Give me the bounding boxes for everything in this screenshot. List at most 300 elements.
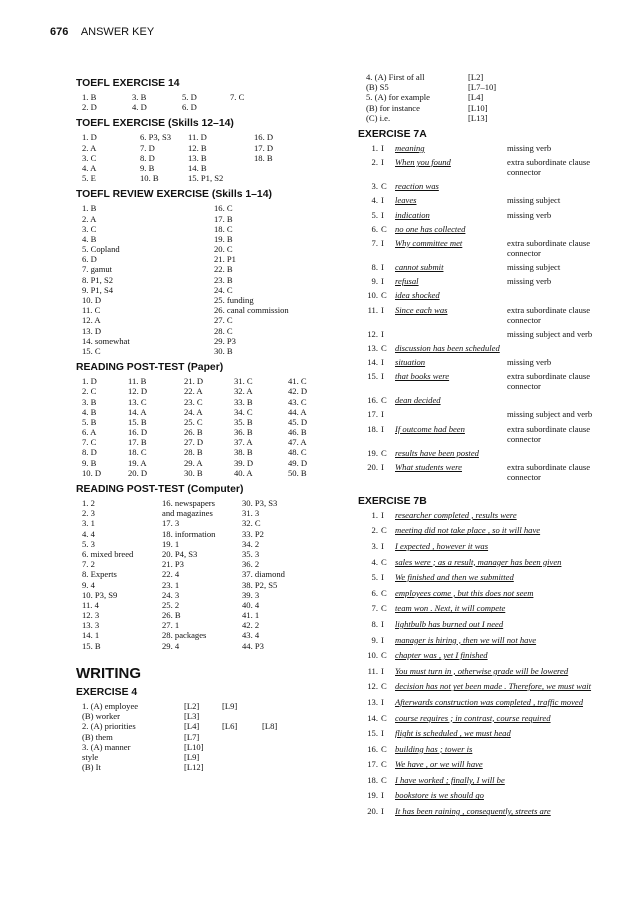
answer-words: reaction was	[395, 181, 439, 192]
answer-cell: 9. P1, S4	[82, 284, 114, 295]
answer-words: Afterwards construction was completed , traffic moved	[395, 696, 584, 707]
ex7a-row	[358, 371, 620, 391]
section-title: EXERCISE 4	[76, 687, 138, 699]
ex4-cell: 1. (A) employee	[82, 701, 139, 712]
answer-cell: 46. B	[288, 427, 307, 438]
item-number: 1.	[371, 142, 378, 153]
answer-row	[82, 610, 342, 620]
answer-row	[82, 630, 342, 640]
ex4-cont-cell: [L4]	[468, 92, 484, 103]
answer-letter: C	[381, 395, 387, 406]
answer-words: meeting did not take place , so it will have	[395, 525, 541, 536]
answer-words: researcher completed , results were	[395, 509, 517, 520]
answer-cell: 15. B	[82, 640, 101, 651]
ex4-cell: [L12]	[184, 762, 204, 773]
answer-row	[82, 214, 342, 224]
ex7a-row	[358, 181, 620, 191]
item-number: 12.	[367, 328, 378, 339]
section-title: TOEFL REVIEW EXERCISE (Skills 1–14)	[76, 189, 272, 201]
explanation: missing verb	[507, 209, 552, 220]
answer-cell: 7. gamut	[82, 264, 113, 275]
answer-cell: 33. P2	[242, 528, 264, 539]
item-number: 2.	[371, 525, 378, 536]
answer-cell: 24. C	[214, 284, 233, 295]
answer-words: flight is scheduled , we must head	[395, 728, 511, 739]
ex7b-row	[358, 603, 620, 613]
answer-words: bookstore is we should go	[395, 790, 484, 801]
answer-cell: 34. C	[234, 406, 253, 417]
answer-words: that books were	[395, 371, 450, 382]
ex7b-row	[358, 650, 620, 660]
answer-letter: I	[381, 356, 384, 367]
answer-cell: 20. P4, S3	[162, 548, 198, 559]
answer-cell: 39. D	[234, 457, 254, 468]
answer-cell: 18. C	[214, 223, 233, 234]
ex4-cell: (B) worker	[82, 711, 120, 722]
item-number: 6.	[371, 587, 378, 598]
answer-cell: 20. D	[128, 467, 148, 478]
answer-words: idea shocked	[395, 290, 440, 301]
item-number: 7.	[371, 603, 378, 614]
answer-cell: 18. C	[128, 447, 147, 458]
answer-letter: I	[381, 618, 384, 629]
answer-row	[82, 468, 342, 478]
answer-cell: 45. D	[288, 416, 308, 427]
answer-cell: 14. 1	[82, 630, 100, 641]
answer-cell: 28. B	[184, 447, 203, 458]
answer-cell: 25. funding	[214, 295, 254, 305]
answer-cell: 27. 1	[162, 620, 180, 631]
item-number: 18.	[367, 423, 378, 434]
answer-letter: C	[381, 181, 387, 192]
answer-cell: 17. B	[128, 437, 147, 448]
answer-cell: 23. C	[184, 396, 203, 407]
answer-cell: 30. B	[214, 345, 233, 356]
answer-row	[82, 376, 342, 386]
answer-cell: 3. B	[82, 396, 97, 407]
ex7a-row	[358, 157, 620, 177]
answer-cell: 9. 4	[82, 579, 95, 590]
answer-cell: 4. B	[82, 406, 97, 417]
answer-cell: 27. D	[184, 437, 204, 448]
answer-words: no one has collected	[395, 223, 466, 234]
ex4-cont-cell: [L7–10]	[468, 82, 497, 93]
answer-row	[82, 539, 342, 549]
answer-row	[82, 244, 342, 254]
answer-cell: 32. A	[234, 386, 253, 397]
answer-table	[358, 72, 620, 123]
ex4-cell: [L7]	[184, 731, 200, 742]
ex4-cont-cell: (B) S5	[366, 82, 389, 93]
ex7a-row	[358, 343, 620, 353]
answer-row	[82, 203, 342, 213]
answer-words: When you found	[395, 157, 451, 168]
ex4-row	[82, 762, 342, 772]
answer-cell: 15. B	[128, 416, 147, 427]
page-header	[50, 26, 154, 38]
answer-row	[82, 102, 342, 112]
ex7b-row	[358, 635, 620, 645]
ex7b-row	[358, 681, 620, 691]
answer-row	[82, 224, 342, 234]
ex4-row	[82, 732, 342, 742]
answer-cell: 11. 4	[82, 599, 99, 610]
answer-cell: 12. A	[82, 315, 101, 326]
left-column	[76, 72, 342, 772]
answer-cell: 36. 2	[242, 559, 260, 570]
answer-cell: 5. Copland	[82, 244, 120, 255]
answer-cell: 13. B	[188, 152, 207, 163]
answer-row	[82, 336, 342, 346]
right-column	[358, 72, 620, 822]
section-title: EXERCISE 7B	[358, 495, 427, 507]
answer-row	[82, 315, 342, 325]
ex4-cell: [L9]	[222, 701, 238, 712]
explanation: missing verb	[507, 276, 552, 287]
answer-cell: 8. P1, S2	[82, 274, 114, 285]
answer-cell: 42. D	[288, 386, 308, 397]
ex7b-row	[358, 588, 620, 598]
ex7a-row	[358, 424, 620, 444]
answer-cell: 10. B	[140, 173, 159, 184]
answer-cell: 19. 1	[162, 538, 180, 549]
answer-cell: 28. C	[214, 325, 233, 336]
item-number: 15.	[367, 728, 378, 739]
answer-cell: 32. C	[242, 518, 261, 529]
answer-words: We finished and then we submitted	[395, 572, 514, 583]
ex7a-row	[358, 357, 620, 367]
answer-letter: I	[381, 509, 384, 520]
answer-cell: 38. P2, S5	[242, 579, 278, 590]
answer-cell: 13. D	[82, 325, 102, 336]
ex7b-row	[358, 572, 620, 582]
item-number: 13.	[367, 342, 378, 353]
answer-row	[82, 285, 342, 295]
answer-words: Why committee met	[395, 237, 463, 248]
answer-cell: 2. C	[82, 386, 97, 397]
answer-cell: 50. B	[288, 467, 307, 478]
answer-cell: 8. D	[82, 447, 97, 458]
answer-words: What students were	[395, 461, 462, 472]
answer-cell: 2. D	[82, 102, 97, 113]
answer-cell: 22. 4	[162, 569, 180, 580]
ex7b-row	[358, 619, 620, 629]
answer-row	[82, 407, 342, 417]
answer-cell: 29. A	[184, 457, 203, 468]
ex4-cell: style	[82, 751, 99, 762]
item-number: 11.	[367, 665, 378, 676]
explanation: missing subject	[507, 195, 561, 206]
answer-table	[76, 132, 342, 183]
answer-row	[82, 590, 342, 600]
answer-cell: 10. D	[82, 295, 102, 305]
answer-table	[76, 701, 342, 772]
answer-letter: I	[381, 806, 384, 817]
answer-letter: I	[381, 142, 384, 153]
ex4-cont-cell: 4. (A) First of all	[366, 72, 425, 82]
answer-cell: 40. 4	[242, 599, 260, 610]
answer-row	[82, 264, 342, 274]
ex7a-row	[358, 462, 620, 482]
answer-row	[82, 559, 342, 569]
ex7b-row	[358, 713, 620, 723]
answer-words: manager is hiring , then we will not have	[395, 634, 537, 645]
explanation: extra subordinate clause connector	[507, 237, 591, 258]
answer-cell: 24. 3	[162, 589, 180, 600]
answer-row	[82, 641, 342, 651]
answer-cell: 16. D	[128, 427, 148, 438]
item-number: 10.	[367, 650, 378, 661]
item-number: 2.	[371, 157, 378, 168]
answer-words: refusal	[395, 276, 419, 287]
answer-letter: I	[381, 371, 384, 382]
answer-cell: 43. 4	[242, 630, 260, 641]
running-title: ANSWER KEY	[80, 26, 155, 38]
explanation: extra subordinate clause connector	[507, 461, 591, 482]
ex4-cont-row	[366, 72, 620, 82]
answer-cell: 40. A	[234, 467, 253, 478]
answer-cell: 1. D	[82, 376, 97, 387]
explanation: missing verb	[507, 356, 552, 367]
answer-row	[82, 447, 342, 457]
answer-letter: C	[381, 743, 387, 754]
answer-letter: I	[381, 237, 384, 248]
answer-cell: 24. A	[184, 406, 203, 417]
section-title: TOEFL EXERCISE (Skills 12–14)	[76, 118, 234, 130]
answer-cell: 23. B	[214, 274, 233, 285]
item-number: 16.	[367, 743, 378, 754]
answer-cell: 9. B	[82, 457, 97, 468]
answer-cell: 36. B	[234, 427, 253, 438]
answer-letter: C	[381, 774, 387, 785]
answer-cell: 25. C	[184, 416, 203, 427]
answer-cell: 35. 3	[242, 548, 260, 559]
answer-cell: 12. 3	[82, 610, 100, 621]
answer-cell: 3. C	[82, 223, 97, 234]
ex7a-row	[358, 329, 620, 339]
answer-cell: 31. 3	[242, 508, 260, 519]
answer-cell: 6. mixed breed	[82, 548, 134, 559]
answer-cell: 6. D	[82, 254, 97, 265]
answer-letter: I	[381, 195, 384, 206]
answer-words: building has ; tower is	[395, 743, 473, 754]
answer-cell: 27. C	[214, 315, 233, 326]
answer-row	[82, 508, 342, 518]
item-number: 10.	[367, 290, 378, 301]
ex4-cell: [L9]	[184, 751, 200, 762]
answer-cell: 14. somewhat	[82, 335, 130, 346]
answer-row	[82, 153, 342, 163]
item-number: 20.	[367, 806, 378, 817]
answer-cell: 22. A	[184, 386, 203, 397]
item-number: 4.	[371, 195, 378, 206]
answer-cell: 2. 3	[82, 508, 95, 519]
answer-cell: 23. 1	[162, 579, 180, 590]
item-number: 9.	[371, 276, 378, 287]
answer-words: team won . Next, it will compete	[395, 603, 506, 614]
answer-cell: 9. B	[140, 162, 155, 173]
answer-cell: 26. canal commission	[214, 305, 289, 316]
ex4-cell: [L6]	[222, 721, 238, 732]
answer-cell: 33. B	[234, 396, 253, 407]
ex4-cont-cell: [L2]	[468, 72, 484, 82]
answer-row	[82, 458, 342, 468]
item-number: 9.	[371, 634, 378, 645]
answer-cell: 41. 1	[242, 610, 260, 621]
ex4-cell: [L10]	[184, 741, 204, 752]
ex4-cont-cell: (C) i.e.	[366, 112, 391, 123]
item-number: 1.	[371, 509, 378, 520]
ex4-cell: (B) It	[82, 762, 101, 773]
answer-cell: 47. A	[288, 437, 307, 448]
answer-letter: C	[381, 587, 387, 598]
item-number: 12.	[367, 681, 378, 692]
answer-cell: 10. P3, S9	[82, 589, 118, 600]
explanation: extra subordinate clause connector	[507, 304, 591, 325]
item-number: 3.	[371, 540, 378, 551]
answer-row	[82, 386, 342, 396]
answer-cell: 5. B	[82, 416, 97, 427]
answer-cell: 1. B	[82, 203, 97, 214]
item-number: 8.	[371, 618, 378, 629]
answer-cell: 37. A	[234, 437, 253, 448]
section-title: TOEFL EXERCISE 14	[76, 78, 180, 89]
answer-cell: 34. 2	[242, 538, 260, 549]
answer-cell: 13. C	[128, 396, 147, 407]
ex4-row	[82, 752, 342, 762]
answer-letter: C	[381, 525, 387, 536]
answer-cell: 26. B	[162, 610, 181, 621]
ex7b-row	[358, 510, 620, 520]
ex4-cont-row	[366, 103, 620, 113]
answer-words: indication	[395, 209, 430, 220]
item-number: 8.	[371, 261, 378, 272]
answer-letter: I	[381, 157, 384, 168]
answer-letter: C	[381, 759, 387, 770]
answer-cell: 49. D	[288, 457, 308, 468]
explanation: extra subordinate clause connector	[507, 157, 591, 178]
answer-row	[82, 143, 342, 153]
answer-letter: C	[381, 342, 387, 353]
answer-cell: 14. A	[128, 406, 147, 417]
ex4-row	[82, 742, 342, 752]
ex7b-row	[358, 697, 620, 707]
answer-words: course requires ; in contrast, course required	[395, 712, 551, 723]
ex4-cont-row	[366, 82, 620, 92]
answer-words: leaves	[395, 195, 417, 206]
answer-cell: 22. B	[214, 264, 233, 275]
answer-row	[82, 305, 342, 315]
answer-cell: 4. A	[82, 162, 97, 173]
answer-words: We have , or we will have	[395, 759, 483, 770]
answer-letter: I	[381, 461, 384, 472]
answer-cell: 7. 2	[82, 559, 95, 570]
answer-row	[82, 498, 342, 508]
answer-cell: 44. A	[288, 406, 307, 417]
answer-letter: C	[381, 650, 387, 661]
answer-cell: 15. P1, S2	[188, 173, 224, 184]
answer-cell: 19. A	[128, 457, 147, 468]
answer-cell: 43. C	[288, 396, 307, 407]
section-title: EXERCISE 7A	[358, 128, 427, 140]
item-number: 18.	[367, 774, 378, 785]
ex7a-row	[358, 262, 620, 272]
answer-cell: 6. P3, S3	[140, 132, 172, 143]
item-number: 6.	[371, 223, 378, 234]
answer-cell: 30. P3, S3	[242, 498, 278, 508]
answer-row	[82, 132, 342, 142]
answer-cell: 42. 2	[242, 620, 260, 631]
ex7b-row	[358, 790, 620, 800]
answer-words: chapter was , yet I finished	[395, 650, 488, 661]
answer-cell: 3. 1	[82, 518, 95, 529]
answer-words: Since each was	[395, 304, 448, 315]
ex7a-row	[358, 395, 620, 405]
answer-row	[82, 173, 342, 183]
ex7b-row	[358, 557, 620, 567]
answer-cell: 2. A	[82, 142, 97, 153]
answer-cell: 4. B	[82, 233, 97, 244]
answer-cell: 41. C	[288, 376, 307, 387]
answer-row	[82, 529, 342, 539]
ex4-cont-row	[366, 113, 620, 123]
ex7b-row	[358, 525, 620, 535]
answer-cell: 21. P3	[162, 559, 184, 570]
ex4-row	[82, 701, 342, 711]
writing-heading: WRITING	[76, 664, 141, 682]
answer-table	[76, 203, 342, 356]
answer-cell: 7. C	[230, 92, 245, 102]
answer-cell: 30. B	[184, 467, 203, 478]
answer-letter: I	[381, 261, 384, 272]
answer-cell: 15. C	[82, 345, 101, 356]
answer-cell: 25. 2	[162, 599, 180, 610]
answer-words: cannot submit	[395, 261, 444, 272]
section-title: READING POST-TEST (Computer)	[76, 484, 244, 495]
answer-row	[82, 326, 342, 336]
answer-cell: 5. D	[182, 92, 197, 102]
item-number: 20.	[367, 461, 378, 472]
item-number: 14.	[367, 712, 378, 723]
answer-row	[82, 600, 342, 610]
page-number: 676	[50, 26, 69, 38]
answer-cell: 3. C	[82, 152, 97, 163]
answer-letter: I	[381, 634, 384, 645]
answer-table	[76, 498, 342, 651]
answer-row	[82, 92, 342, 102]
answer-cell: 38. B	[234, 447, 253, 458]
item-number: 5.	[371, 209, 378, 220]
answer-words: dean decided	[395, 395, 441, 406]
ex7a-row	[358, 305, 620, 325]
answer-cell: 17. 3	[162, 518, 180, 529]
ex7a-row	[358, 238, 620, 258]
answer-row	[82, 620, 342, 630]
answer-row	[82, 427, 342, 437]
ex4-cell: 2. (A) priorities	[82, 721, 136, 732]
item-number: 3.	[371, 181, 378, 192]
answer-row	[82, 417, 342, 427]
answer-cell: 1. 2	[82, 498, 95, 508]
answer-letter: I	[381, 696, 384, 707]
answer-cell: 5. E	[82, 173, 96, 184]
ex4-cell: (B) them	[82, 731, 113, 742]
answer-cell: 12. B	[188, 142, 207, 153]
item-number: 19.	[367, 447, 378, 458]
ex7a-row	[358, 409, 620, 419]
answer-letter: I	[381, 409, 384, 420]
answer-letter: C	[381, 556, 387, 567]
